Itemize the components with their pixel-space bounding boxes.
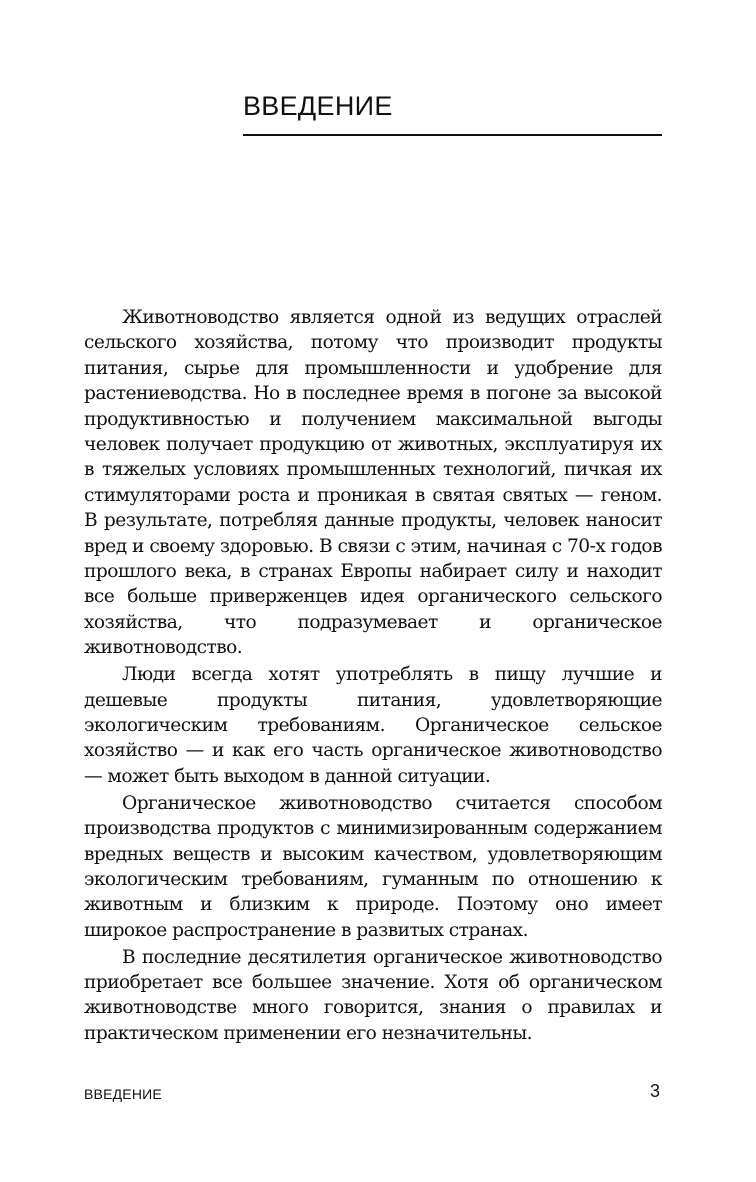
chapter-title: ВВЕДЕНИЕ (243, 91, 393, 121)
running-head: ВВЕДЕНИЕ (84, 1086, 162, 1102)
page-number: 3 (649, 1081, 660, 1101)
paragraph-1: Животноводство является одной из ведущих отраслей сельского хозяйства, потому что производит продукты питания, сырье для промышленности и удобрение для растениеводства. Но в последнее время в погоне за высокой продуктивностью и получением максимальной выгоды человек получает продукцию от животных, эксплуатируя их в тяжелых условиях промышленных технологий, пичкая их стимуляторами роста и проникая в святая святых — геном. В результате, потребляя данные продукты, человек наносит вред и своему здоровью. В связи с этим, начиная с 70-х годов прошлого века, в странах Европы набирает силу и находит все больше приверженцев идея органического сельского хозяйства, что подразумевает и органическое животноводство. (84, 307, 662, 659)
title-rule (243, 134, 662, 136)
paragraph-3: Органическое животноводство считается способом производства продуктов с минимизированным содержанием вредных веществ и высоким качеством, удовлетворяющим экологическим требованиям, гуманным по отношению к животным и близким к природе. Поэтому оно имеет широкое распространение в развитых странах. (84, 792, 662, 941)
body-text (84, 305, 662, 1048)
paragraph-4: В последние десятилетия органическое животноводство приобретает все большее значение. Хотя об органическом животноводстве много говорится, знания о правилах и практическом применении его незначительны. (84, 946, 662, 1044)
paragraph-2: Люди всегда хотят употреблять в пищу лучшие и дешевые продукты питания, удовлетворяющие экологическим требованиям. Органическое сельское хозяйство — и как его часть органическое животноводство — может быть выходом в данной ситуации. (84, 664, 662, 787)
